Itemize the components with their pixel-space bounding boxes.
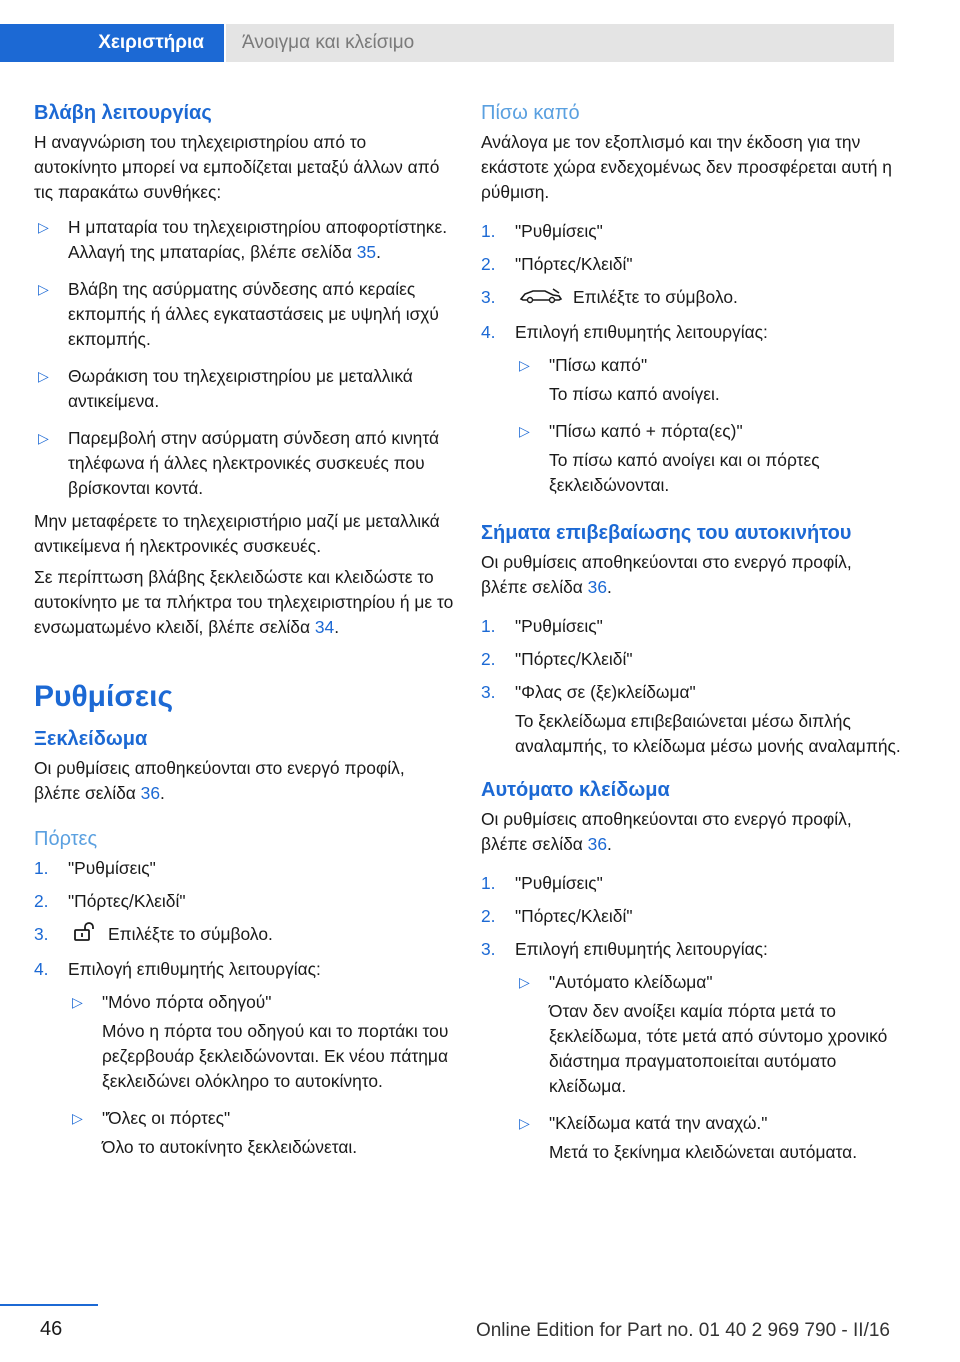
triangle-right-icon: ▷ bbox=[38, 430, 49, 446]
list-item: ▷ "Όλες οι πόρτες" Όλο το αυτοκίνητο ξεκλειδώνεται. bbox=[72, 1108, 358, 1157]
autolock-text: Οι ρυθμίσεις αποθηκεύονται στο ενεργό προφίλ, βλέπε σελίδα 36. bbox=[481, 809, 852, 854]
doors-steps bbox=[34, 856, 454, 1160]
triangle-right-icon: ▷ bbox=[72, 994, 83, 1010]
unlock-heading: Ξεκλείδωμα bbox=[34, 728, 148, 750]
list-item: 1. "Ρυθμίσεις" bbox=[481, 616, 603, 636]
trunk-heading: Πίσω καπό bbox=[481, 102, 580, 124]
settings-heading: Ρυθμίσεις bbox=[34, 680, 174, 713]
list-item: 3. Επιλογή επιθυμητής λειτουργίας: ▷ "Αυτόματο κλείδωμα" Όταν δεν ανοίξει καμία πόρτα μετά το ξεκλείδωμα, τότε μετά από σύντομο χρονικό διάστημα πραγματοποιείται αυτόματο κλείδωμα. ▷ "Κλείδωμα κατά την αναχώ." Μετά το ξεκίνημα κλειδώνεται αυτόματα. bbox=[481, 937, 901, 1165]
page-link[interactable]: 35 bbox=[356, 242, 377, 262]
trunk-options bbox=[515, 353, 901, 498]
triangle-right-icon: ▷ bbox=[72, 1110, 83, 1126]
list-item: ▷ "Αυτόματο κλείδωμα" Όταν δεν ανοίξει καμία πόρτα μετά το ξεκλείδωμα, τότε μετά από σύντομο χρονικό διάστημα πραγματοποιείται αυτόματο κλείδωμα. bbox=[519, 972, 888, 1096]
triangle-right-icon: ▷ bbox=[519, 1115, 530, 1131]
page-header bbox=[0, 0, 960, 62]
trunk-steps bbox=[481, 219, 901, 498]
list-item: ▷ "Μόνο πόρτα οδηγού" Μόνο η πόρτα του οδηγού και το πορτάκι του ρεζερβουάρ ξεκλειδώνονται. Εκ νέου πάτημα ξεκλειδώνει ολόκληρο το αυτοκίνητο. bbox=[72, 992, 449, 1091]
triangle-right-icon: ▷ bbox=[38, 368, 49, 384]
autolock-options bbox=[515, 970, 901, 1165]
confirm-heading: Σήματα επιβεβαίωσης του αυτοκινήτου bbox=[481, 522, 852, 544]
list-item: 4. Επιλογή επιθυμητής λειτουργίας: ▷ "Μόνο πόρτα οδηγού" Μόνο η πόρτα του οδηγού και το πορτάκι του ρεζερβουάρ ξεκλειδώνονται. Εκ νέου πάτημα ξεκλειδώνει ολόκληρο το αυτοκίνητο. ▷ "Όλες οι πόρτες" Όλο το αυτοκίνητο ξεκλειδώνεται. bbox=[34, 957, 454, 1160]
list-item: ▷ Θωράκιση του τηλεχειριστηρίου με μεταλλικά αντικείμενα. bbox=[38, 366, 413, 411]
footer-divider bbox=[0, 1304, 98, 1306]
page-link[interactable]: 34 bbox=[314, 617, 335, 637]
edition-note: Online Edition for Part no. 01 40 2 969 790 - II/16 bbox=[475, 1320, 890, 1341]
list-item: ▷ Βλάβη της ασύρματης σύνδεσης από κεραίες εκπομπής ή άλλες εγκαταστάσεις με υψηλή ισχύ εκπομπής. bbox=[38, 279, 439, 349]
list-item: 2. "Πόρτες/Κλειδί" bbox=[481, 254, 633, 274]
triangle-right-icon: ▷ bbox=[38, 281, 49, 297]
chapter-tab: Χειριστήρια bbox=[0, 24, 224, 62]
page-link[interactable]: 36 bbox=[587, 577, 607, 597]
unlock-text: Οι ρυθμίσεις αποθηκεύονται στο ενεργό προφίλ, βλέπε σελίδα 36. bbox=[34, 758, 405, 803]
fault-text: Σε περίπτωση βλάβης ξεκλειδώστε και κλειδώστε το αυτοκίνητο με τα πλήκτρα του τηλεχειριστηρίου ή με το ενσωματωμένο κλειδί, βλέπε σελίδα 34. bbox=[34, 567, 454, 637]
list-item: ▷ "Πίσω καπό + πόρτα(ες)" Το πίσω καπό ανοίγει και οι πόρτες ξεκλειδώνονται. bbox=[519, 421, 820, 495]
malfunction-list bbox=[34, 215, 454, 501]
list-item: 1. "Ρυθμίσεις" bbox=[481, 873, 603, 893]
confirm-steps bbox=[481, 614, 901, 759]
list-item: ▷ Παρεμβολή στην ασύρματη σύνδεση από κινητά τηλέφωνα ή άλλες ηλεκτρονικές συσκευές που βρίσκονται κοντά. bbox=[38, 428, 440, 498]
list-item: 3. Επιλέξτε το σύμβολο. bbox=[34, 922, 454, 949]
triangle-right-icon: ▷ bbox=[38, 219, 49, 235]
list-item: 1. "Ρυθμίσεις" bbox=[34, 858, 156, 878]
list-item: 2. "Πόρτες/Κλειδί" bbox=[481, 649, 633, 669]
list-item: ▷ Η μπαταρία του τηλεχειριστηρίου αποφορτίστηκε. Αλλαγή της μπαταρίας, βλέπε σελίδα 35. bbox=[38, 217, 448, 262]
triangle-right-icon: ▷ bbox=[519, 423, 530, 439]
autolock-heading: Αυτόματο κλείδωμα bbox=[481, 779, 670, 801]
malfunction-intro: Η αναγνώριση του τηλεχειριστηρίου από το αυτοκίνητο μπορεί να εμποδίζεται μεταξύ άλλων από τις παρακάτω συνθήκες: bbox=[34, 132, 440, 202]
doors-options bbox=[68, 990, 454, 1160]
left-column bbox=[34, 100, 454, 1172]
list-item: 2. "Πόρτες/Κλειδί" bbox=[481, 906, 633, 926]
list-item: ▷ "Πίσω καπό" Το πίσω καπό ανοίγει. bbox=[519, 355, 720, 404]
malfunction-heading: Βλάβη λειτουργίας bbox=[34, 102, 212, 124]
unlock-icon bbox=[72, 922, 98, 949]
confirm-text: Οι ρυθμίσεις αποθηκεύονται στο ενεργό προφίλ, βλέπε σελίδα 36. bbox=[481, 552, 852, 597]
doors-heading: Πόρτες bbox=[34, 828, 98, 850]
list-item: 4. Επιλογή επιθυμητής λειτουργίας: ▷ "Πίσω καπό" Το πίσω καπό ανοίγει. ▷ "Πίσω καπό + πόρτα(ες)" Το πίσω καπό ανοίγει και οι πόρτες ξεκλειδώνονται. bbox=[481, 320, 901, 498]
right-column bbox=[481, 100, 901, 1177]
list-item: 3. Επιλέξτε το σύμβολο. bbox=[481, 285, 901, 312]
page-link[interactable]: 36 bbox=[140, 783, 160, 803]
trunk-intro: Ανάλογα με τον εξοπλισμό και την έκδοση για την εκάστοτε χώρα ενδεχομένως δεν προσφέρεται αυτή η ρύθμιση. bbox=[481, 132, 892, 202]
triangle-right-icon: ▷ bbox=[519, 974, 530, 990]
list-item: ▷ "Κλείδωμα κατά την αναχώ." Μετά το ξεκίνημα κλειδώνεται αυτόματα. bbox=[519, 1113, 858, 1162]
warning-text: Μην μεταφέρετε το τηλεχειριστήριο μαζί με μεταλλικά αντικείμενα ή ηλεκτρονικές συσκευές. bbox=[34, 511, 440, 556]
list-item: 1. "Ρυθμίσεις" bbox=[481, 221, 603, 241]
triangle-right-icon: ▷ bbox=[519, 357, 530, 373]
list-item: 3. "Φλας σε (ξε)κλείδωμα" Το ξεκλείδωμα επιβεβαιώνεται μέσω διπλής αναλαμπής, το κλείδωμα μέσω μονής αναλαμπής. bbox=[481, 682, 901, 756]
section-tab: Άνοιγμα και κλείσιμο bbox=[226, 24, 894, 62]
autolock-steps bbox=[481, 871, 901, 1165]
car-trunk-icon bbox=[519, 285, 563, 312]
page-number: 46 bbox=[40, 1318, 63, 1340]
page-link[interactable]: 36 bbox=[587, 834, 607, 854]
list-item: 2. "Πόρτες/Κλειδί" bbox=[34, 891, 186, 911]
